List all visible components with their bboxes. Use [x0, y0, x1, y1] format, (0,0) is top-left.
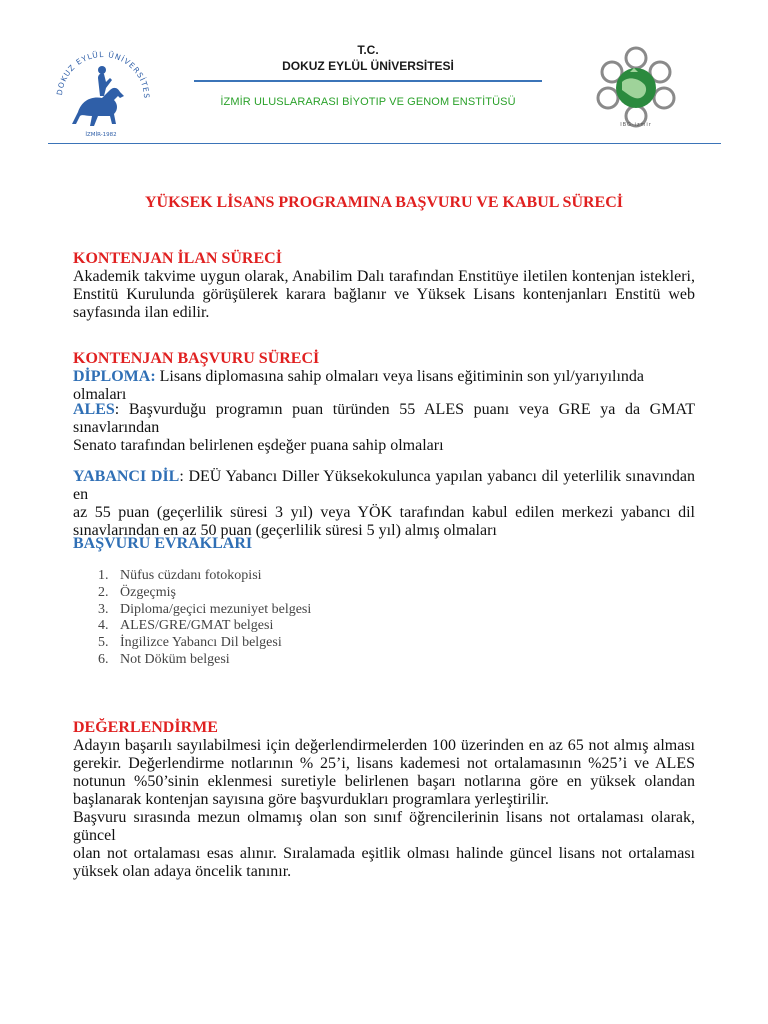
section-heading-degerlendirme: DEĞERLENDİRME [73, 719, 218, 736]
deu-logo-icon [48, 38, 154, 144]
ales-label: ALES [73, 401, 115, 418]
header-institute: İZMİR ULUSLARARASI BİYOTIP VE GENOM ENSTİTÜSÜ [220, 96, 516, 108]
list-item [98, 635, 311, 652]
list-item-number: 3. [98, 601, 109, 617]
list-item-text: İngilizce Yabancı Dil belgesi [120, 635, 282, 651]
list-item [98, 602, 311, 619]
list-item [98, 618, 311, 635]
paragraph-line: başlanarak kontenjan sayısına göre başvurdukları programlara yerleştirilir. [73, 791, 549, 808]
section-kontenjan-basvuru [73, 350, 695, 404]
paragraph-line: Akademik takvime uygun olarak, Anabilim Dalı tarafından Enstitüye iletilen kontenjan istekleri, [73, 268, 695, 285]
list-item-number: 1. [98, 568, 109, 583]
list-item-text: Özgeçmiş [120, 584, 176, 600]
paragraph-line: sayfasında ilan edilir. [73, 304, 210, 321]
list-item [98, 585, 311, 602]
ales-line [73, 401, 695, 419]
list-item-number: 6. [98, 651, 109, 667]
paragraph-line: olan not ortalaması esas alınır. Sıralamada eşitlik olması halinde güncel lisans not ortalaması [73, 845, 695, 862]
list-item-text: Nüfus cüzdanı fotokopisi [120, 568, 262, 583]
logo-right-caption: IBG·izmir [620, 122, 652, 128]
paragraph-line: gerekir. Değerlendirme notlarının % 25’i, lisans kademesi not ortalamasının %25’i ve ALES [73, 755, 695, 772]
yabanci-text: : DEÜ Yabancı Diller Yüksekokulunca yapılan yabancı dil yeterlilik sınavından en [73, 468, 695, 503]
yabanci-line [73, 468, 695, 504]
logo-left-text: DOKUZ EYLÜL ÜNİVERSİTES [55, 49, 152, 100]
page-title: YÜKSEK LİSANS PROGRAMINA BAŞVURU VE KABUL SÜRECİ [144, 194, 623, 211]
paragraph-line: az 55 puan (geçerlilik süresi 3 yıl) veya YÖK tarafından kabul edilen merkezi yabancı dil [73, 504, 695, 521]
list-item-text: ALES/GRE/GMAT belgesi [120, 618, 274, 634]
paragraph-line: Adayın başarılı sayılabilmesi için değerlendirmelerden 100 üzerinden en az 65 not almış alması [73, 737, 695, 754]
diploma-label: DİPLOMA: [73, 368, 156, 385]
ales-requirement [73, 401, 695, 455]
header-divider [194, 80, 542, 82]
header-bottom-rule [48, 143, 721, 144]
list-item-number: 4. [98, 618, 109, 634]
diploma-text: Lisans diplomasına sahip olmaları veya lisans eğitiminin son yıl/yarıyılında olmaları [73, 368, 645, 403]
section-heading-kontenjan-basvuru: KONTENJAN BAŞVURU SÜRECİ [73, 350, 320, 367]
logo-left-year: İZMİR-1982 [85, 132, 117, 138]
section-heading-kontenjan-ilan: KONTENJAN İLAN SÜRECİ [73, 250, 282, 267]
paragraph-line: Senato tarafından belirlenen eşdeğer puana sahip olmaları [73, 437, 444, 454]
list-item-number: 2. [98, 584, 109, 600]
header-university: DOKUZ EYLÜL ÜNİVERSİTESİ [282, 59, 454, 73]
yabanci-dil-requirement [73, 468, 695, 540]
paragraph-line: notunun %50’sinin eklenmesi suretiyle belirlenen başarı notlarına göre en yüksek olandan [73, 773, 695, 790]
section-degerlendirme [73, 719, 695, 881]
document-header [0, 0, 768, 150]
section-basvuru-evraklari [73, 535, 695, 553]
paragraph-line: Enstitü Kurulunda görüşülerek karara bağlanır ve Yüksek Lisans kontenjanları Enstitü web [73, 286, 695, 303]
paragraph-line: sınavlarından [73, 419, 160, 436]
paragraph-line: Başvuru sırasında mezun olmamış olan son sınıf öğrencilerinin lisans not ortalaması olarak, güncel [73, 809, 695, 844]
list-item [98, 652, 311, 669]
list-item [98, 568, 311, 585]
ibg-logo-icon [588, 38, 684, 134]
paragraph-line: yüksek olan adaya öncelik tanınır. [73, 863, 292, 880]
diploma-requirement [73, 368, 695, 404]
section-heading-basvuru-evraklari: BAŞVURU EVRAKLARI [73, 535, 253, 552]
list-item-number: 5. [98, 635, 109, 651]
section-kontenjan-ilan [73, 250, 695, 322]
ales-text: : Başvurduğu programın puan türünden 55 ALES puanı veya GRE ya da GMAT [114, 401, 695, 418]
document-list [98, 568, 311, 669]
header-tc: T.C. [357, 43, 379, 57]
paragraph-line: sınavlarından en az 50 puan (geçerlilik süresi 5 yıl) almış olmaları [73, 522, 497, 539]
list-item-text: Diploma/geçici mezuniyet belgesi [120, 601, 312, 617]
list-item-text: Not Döküm belgesi [120, 651, 230, 667]
yabanci-dil-label: YABANCI DİL [73, 468, 180, 485]
